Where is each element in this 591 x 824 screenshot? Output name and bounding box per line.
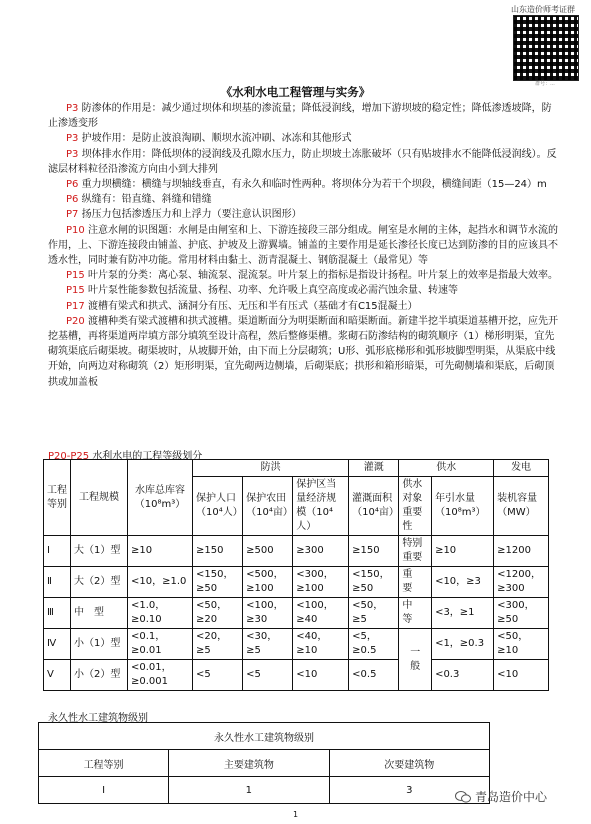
table-cell: <50，≥20 [193,598,243,629]
table-cell: 3 [329,777,489,804]
perm-col: 主要建筑物 [169,750,329,777]
perm-col: 次要建筑物 [329,750,489,777]
note-paragraph: P6 纵缝有：铅直缝、斜缝和错缝 [66,194,212,206]
qr-sub: 群号：... [535,81,555,87]
sub-header: 保护农田（10⁴亩） [243,477,293,536]
qr-code [513,15,579,81]
notes-body [48,101,560,390]
table-cell: 1 [169,777,329,804]
table-cell: <10，≥1.0 [128,567,193,598]
table-cell: Ⅱ [44,567,71,598]
table-cell: ≥10 [432,536,494,567]
wechat-icon [455,791,471,803]
sub-header: 保护人口（10⁴人） [193,477,243,536]
table-cell: Ⅳ [44,629,71,660]
col-capacity: 水库总库容（10⁸m³） [128,460,193,536]
note-paragraph: P20 渡槽种类有梁式渡槽和拱式渡槽。渠道断面分为明渠断面和暗渠断面。新建半挖半填渠道基槽开挖，应先开挖基槽，再将渠道两岸填方部分填筑至设计高程，然后整修渠槽。浆砌石防渗结构的砌筑顺序（1）梯形明渠，宜先砌筑渠底后砌渠坡。砌渠坡时，从坡脚开始，由下而上分层砌筑；U形、弧形底梯形和弧形坡脚型明渠，从渠底中线开始，向两边对称砌筑（2）矩形明渠，宜先砌两边侧墙，后砌渠底；拱形和箱形暗渠，可先砌侧墙和渠底，后砌顶拱或加盖板 [48,315,558,388]
sub-header: 年引水量（10⁸m³） [432,477,494,536]
table-row [44,629,549,660]
table-cell: <5 [193,660,243,691]
perm-table-header: 永久性水工建筑物级别 [39,723,490,750]
table-cell: 一 般 [399,629,432,691]
perm-table-caption: 永久性水工建筑物级别 [48,713,148,724]
table-row [44,660,549,691]
table-cell: 小（2）型 [71,660,128,691]
note-paragraph: P3 防渗体的作用是：减少通过坝体和坝基的渗流量；降低浸润线，增加下游坝坡的稳定性；降低渗透坡降，防止渗透变形 [48,103,552,130]
page-number: 1 [292,810,299,819]
note-paragraph: P15 叶片泵性能参数包括流量、扬程、功率、允许吸上真空高度或必需汽蚀余量、转速等 [66,285,458,297]
table-cell: <300，≥50 [494,598,549,629]
engineering-grade-table [43,459,549,691]
table-cell: <100，≥30 [243,598,293,629]
group-water-supply: 供水 [399,460,494,477]
group-irrigation: 灌溉 [349,460,399,477]
qr-caption: 山东造价师考证群 [511,5,575,14]
table-cell: 小（1）型 [71,629,128,660]
note-paragraph: P6 重力坝横缝：横缝与坝轴线垂直，有永久和临时性两种。将坝体分为若干个坝段，横缝间距（15—24）m [66,179,547,191]
note-paragraph: P15 叶片泵的分类：离心泵、轴流泵、混流泵。叶片泵上的指标是指设计扬程。叶片泵上的效率是指最大效率。 [66,270,558,282]
note-paragraph: P7 扬压力包括渗透压力和上浮力（要注意认识图形） [66,209,302,221]
table-cell: <10，≥3 [432,567,494,598]
table-cell: 特别重要 [399,536,432,567]
sub-header: 供水对象重要性 [399,477,432,536]
table-cell: 中 等 [399,598,432,629]
grade-table-caption: P20-P25 水利水电的工程等级划分 [48,451,203,462]
table-cell: <30，≥5 [243,629,293,660]
table-row [39,777,490,804]
table-cell: <50，≥5 [349,598,399,629]
table-cell: ≥300 [293,536,349,567]
note-paragraph: P3 坝体排水作用：降低坝体的浸润线及孔隙水压力，防止坝坡土冻胀破坏（只有贴坡排水不能降低浸润线）。反滤层材料粒径沿渗流方向由小到大排列 [48,148,557,175]
table-cell: ≥10 [128,536,193,567]
perm-col: 工程等别 [39,750,169,777]
table-cell: I [39,777,169,804]
table-cell: <20，≥5 [193,629,243,660]
table-cell: <40，≥10 [293,629,349,660]
table-row [44,598,549,629]
note-paragraph: P17 渡槽有梁式和拱式、涵洞分有压、无压和半有压式（基础才有C15混凝土） [66,300,418,312]
col-scale: 工程规模 [71,460,128,536]
permanent-structure-table [38,722,490,804]
table-cell: <500，≥100 [243,567,293,598]
table-cell: I [44,536,71,567]
sub-header: 灌溉面积（10⁴亩） [349,477,399,536]
group-power: 发电 [494,460,549,477]
table-cell: <1.0，≥0.10 [128,598,193,629]
table-cell: <150，≥50 [349,567,399,598]
table-cell: <3，≥1 [432,598,494,629]
table-cell: <150，≥50 [193,567,243,598]
table-cell: <0.3 [432,660,494,691]
table-cell: <0.1，≥0.01 [128,629,193,660]
watermark [455,788,547,805]
table-cell: ≥150 [349,536,399,567]
col-grade: 工程等别 [44,460,71,536]
sub-header: 保护区当量经济规模（10⁴人） [293,477,349,536]
table-cell: Ⅴ [44,660,71,691]
table-cell: ≥500 [243,536,293,567]
table-cell: ≥150 [193,536,243,567]
table-cell: <10 [494,660,549,691]
document-title: 《水利水电工程管理与实务》 [220,85,371,99]
table-cell: <0.5 [349,660,399,691]
table-cell: Ⅲ [44,598,71,629]
note-paragraph: P3 护坡作用：是防止波浪淘刷、顺坝水流冲刷、冰冻和其他形式 [66,133,352,145]
table-cell: <100，≥40 [293,598,349,629]
watermark-text: 青岛造价中心 [475,790,548,804]
table-cell: 重 要 [399,567,432,598]
note-paragraph: P10 注意水闸的识图题：水闸是由闸室和上、下游连接段三部分组成。闸室是水闸的主体，起挡水和调节水流的作用，上、下游连接段由铺盖、护底、护坡及上游翼墙。铺盖的主要作用是延长渗径长度已达到防渗的目的应该具不透水性，同时兼有防冲功能。常用材料由黏土、沥青混凝土、钢筋混凝土（最常见）等 [48,224,558,267]
table-cell: <5 [243,660,293,691]
table-cell: <1200，≥300 [494,567,549,598]
table-cell: 大（1）型 [71,536,128,567]
table-cell: <5，≥0.5 [349,629,399,660]
table-row [44,536,549,567]
table-cell: <0.01，≥0.001 [128,660,193,691]
table-cell: <50，≥10 [494,629,549,660]
sub-header: 装机容量（MW） [494,477,549,536]
table-cell: <1，≥0.3 [432,629,494,660]
table-cell: 中 型 [71,598,128,629]
table-cell: 大（2）型 [71,567,128,598]
group-flood: 防洪 [193,460,349,477]
table-cell: ≥1200 [494,536,549,567]
table-cell: <10 [293,660,349,691]
table-cell: <300，≥100 [293,567,349,598]
table-row [44,567,549,598]
